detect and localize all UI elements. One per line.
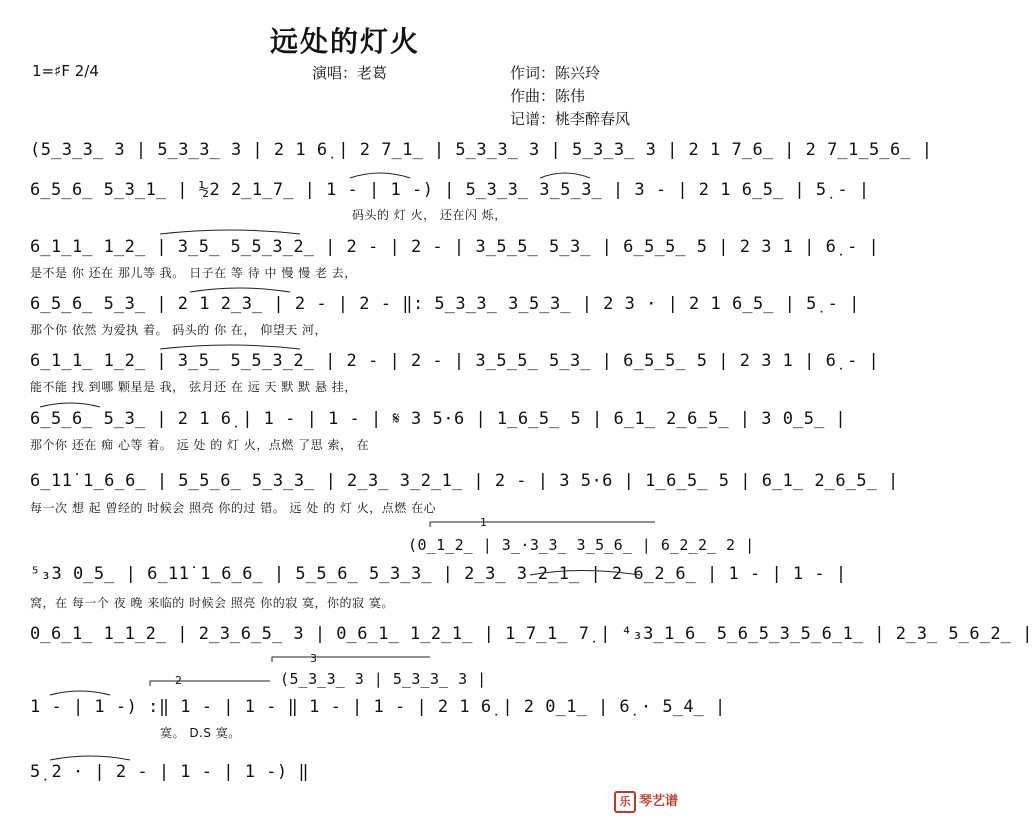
singer-credit: 演唱：老葛 <box>312 64 388 82</box>
song-title: 远处的灯火 <box>269 25 420 58</box>
notation-row-5: 6̲1̲1̲ 1̲2̲ | 3̲5̲ 5̲5̲3̲2̲ | 2 - | 2 - | 3̲5̲5̲ 5̲3̲ | 6̲5̲5̲ 5 | 2 3 1 | 6̣ - | <box>30 351 880 371</box>
logo-text: 琴艺谱 <box>638 794 678 809</box>
slur <box>530 571 640 576</box>
slur <box>50 756 130 760</box>
lyric-row-4: 那个你 依然 为爱执 着。 码头的 你 在， 仰望天 河， <box>30 323 328 337</box>
notation-row-8: ⁵₃3 0̲5̲ | 6̲1̇1̇ 1̲6̲6̲ | 5̲5̲6̲ 5̲3̲3̲ | 2̲3̲ 3̲2̲1̲ | 2 6̲2̲6̲ | 1 - | 1 - | <box>30 564 847 584</box>
lyricist-credit: 作词：陈兴玲 <box>510 64 601 82</box>
slur <box>350 173 410 178</box>
lyric-row-7: 每一次 想 起 曾经的 时候会 照亮 你的过 错。 远 处 的 灯 火，点燃 在心 <box>30 501 437 515</box>
lyric-row-8: 窝，在 每一个 夜 晚 来临的 时候会 照亮 你的寂 寞，你的寂 寞。 <box>30 596 394 610</box>
lyric-row-3: 是不是 你 还在 那儿等 我。 日子在 等 待 中 慢 慢 老 去， <box>30 266 357 280</box>
notation-row-7: 6̲1̇1̇ 1̲6̲6̲ | 5̲5̲6̲ 5̲3̲3̲ | 2̲3̲ 3̲2̲1̲ | 2 - | 3 5·6 | 1̲6̲5̲ 5 | 6̲1̲ 2̲6̲5̲ | <box>30 471 899 491</box>
volta-1-bracket <box>430 522 655 527</box>
notation-row-1: (5̲3̲3̲ 3 | 5̲3̲3̲ 3 | 2 1 6̣ | 2 7̲1̲ | 5̲3̲3̲ 3 | 5̲3̲3̲ 3 | 2 1 7̲6̲ | 2 7̲1̲5̲6̲ | <box>30 140 933 160</box>
slur <box>160 230 300 234</box>
logo-icon: 乐 <box>614 791 636 813</box>
volta-3-label: 3 <box>310 652 317 665</box>
key-signature: 1=♯F 2/4 <box>32 62 99 80</box>
notation-row-2: 6̲5̲6̲ 5̲3̲1̲ | ½2 2̲1̲7̲ | 1 - | 1 -) | 5̲3̲3̲ 3̲5̲3̲ | 3 - | 2 1 6̲5̲ | 5̣ - | <box>30 180 870 200</box>
volta-3-bracket <box>272 657 430 662</box>
slur <box>50 691 110 695</box>
notation-row-9: 0̲6̲1̲ 1̲1̲2̲ | 2̲3̲6̲5̲ 3 | 0̲6̲1̲ 1̲2̲1̲ | 1̲7̲1̲ 7̣ | ⁴₃3̲1̲6̲ 5̲6̲5̲3̲5̲6̲1̲ | 2̲3̲ 5̲6̲2̲ | <box>30 624 1033 644</box>
notation-row-4: 6̲5̲6̲ 5̲3̲ | 2 1 2̲3̲ | 2 - | 2 - ‖: 5̲3̲3̲ 3̲5̲3̲ | 2 3 · | 2 1 6̲5̲ | 5̣ - | <box>30 294 860 314</box>
transcriber-credit: 记谱：桃李醉春风 <box>510 110 631 128</box>
lyric-row-10: 寞。 D.S 寞。 <box>160 726 241 740</box>
slur <box>540 173 590 178</box>
lyric-row-6: 那个你 还在 痴 心等 着。 远 处 的 灯 火，点燃 了思 索， 在 <box>30 438 370 452</box>
notation-row-11: 5̣ 2 · | 2 - | 1 - | 1 -) ‖ <box>30 762 310 782</box>
slur <box>40 403 100 407</box>
volta-2-label: 2 <box>175 674 182 687</box>
notation-row-10: 1 - | 1 -) :‖ 1 - | 1 - ‖ 1 - | 1 - | 2 1 6̣ | 2 0̲1̲ | 6̣ · 5̲4̲ | <box>30 697 726 717</box>
notation-row-10a: (5̲3̲3̲ 3 | 5̲3̲3̲ 3 | <box>280 670 487 688</box>
composer-credit: 作曲：陈伟 <box>510 87 586 105</box>
notation-row-3: 6̲1̲1̲ 1̲2̲ | 3̲5̲ 5̲5̲3̲2̲ | 2 - | 2 - | 3̲5̲5̲ 5̲3̲ | 6̲5̲5̲ 5 | 2 3 1 | 6̣ - | <box>30 237 880 257</box>
lyric-row-5: 能不能 找 到哪 颗星是 我， 弦月还 在 远 天 默 默 悬 挂， <box>30 380 357 394</box>
notation-row-6: 6̲5̲6̲ 5̲3̲ | 2 1 6̣ | 1 - | 1 - | 𝄋 3 5·6 | 1̲6̲5̲ 5 | 6̲1̲ 2̲6̲5̲ | 3 0̲5̲ | <box>30 409 847 429</box>
slur <box>160 345 300 349</box>
notation-row-8a: (0̲1̲2̲ | 3̲·3̲3̲ 3̲5̲6̲ | 6̲2̲2̲ 2 | <box>408 536 755 554</box>
slur <box>190 288 290 292</box>
lyric-row-2: 码头的 灯 火， 还在闪 烁， <box>352 208 507 222</box>
volta-1-label: 1 <box>480 516 487 529</box>
site-logo <box>614 790 678 813</box>
volta-2-bracket <box>150 681 270 686</box>
